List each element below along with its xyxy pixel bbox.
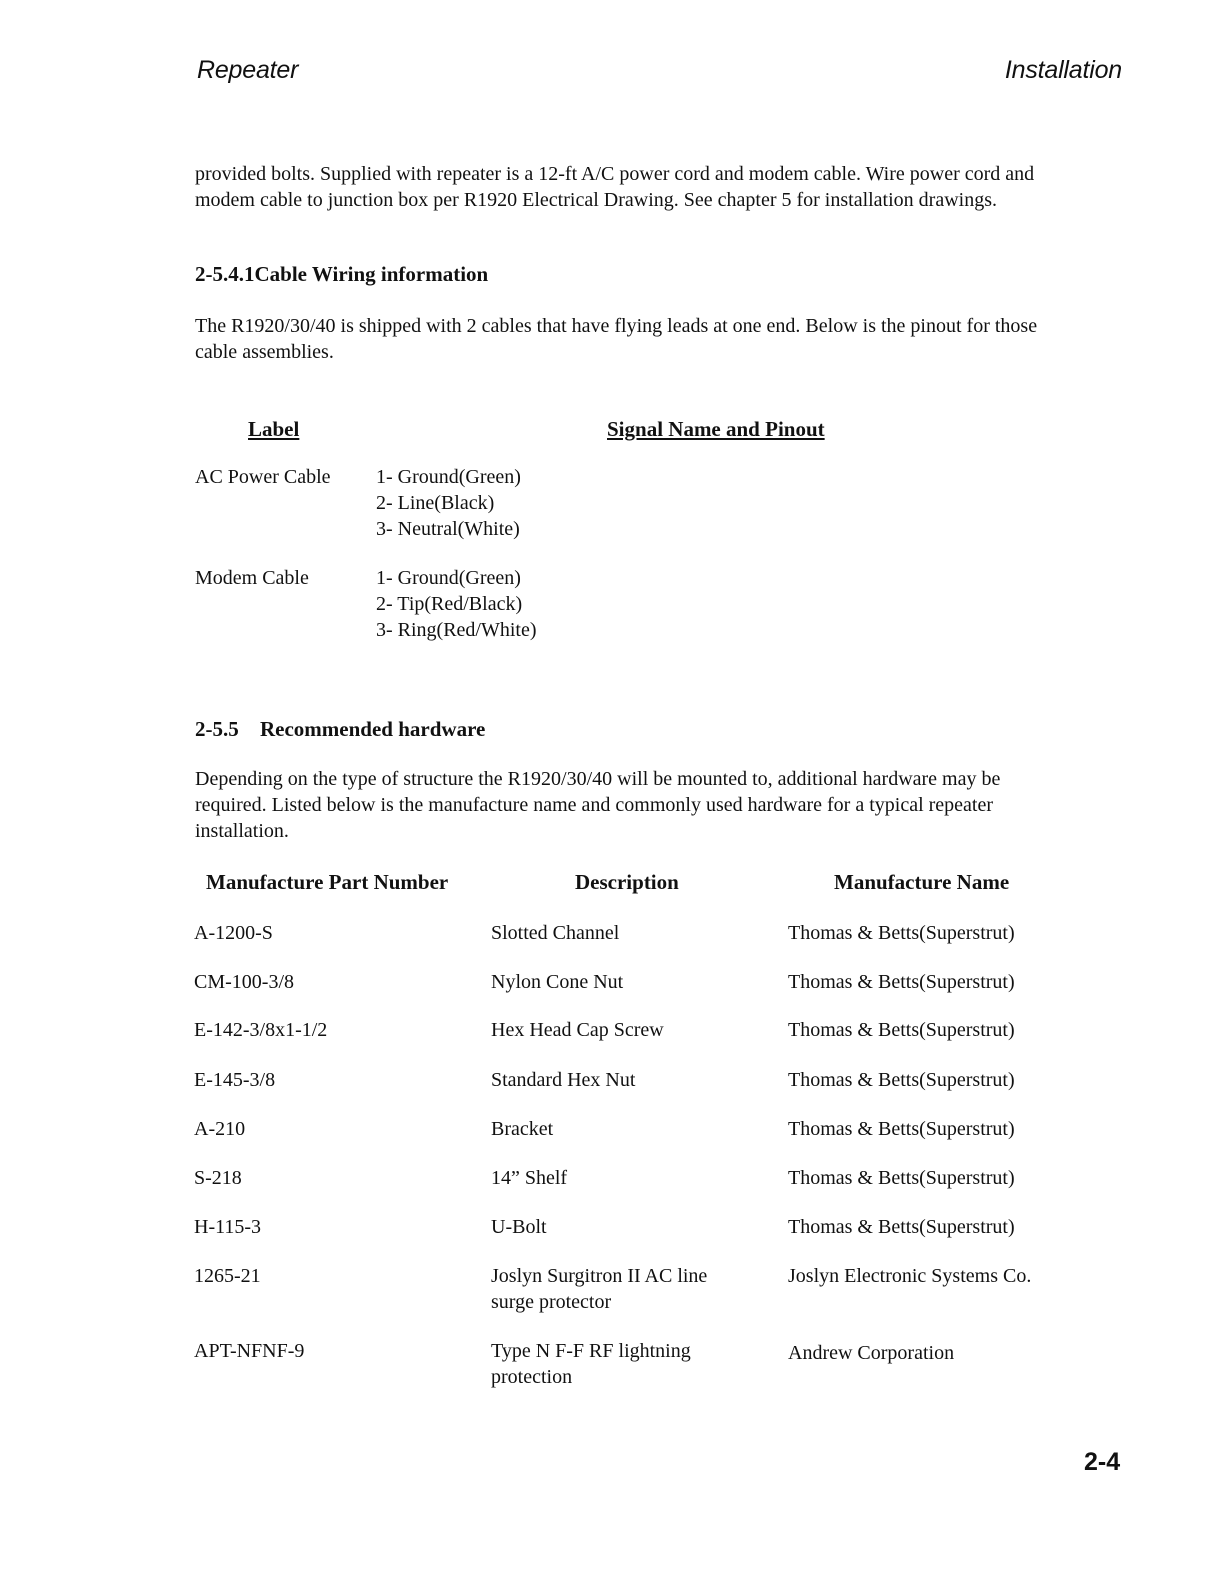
description-cell: Type N F-F RF lightning protection [491, 1340, 691, 1388]
table-row [0, 1338, 1224, 1398]
column-header-signal: Signal Name and Pinout [607, 417, 825, 441]
manufacturer-cell: Thomas & Betts(Superstrut) [788, 1216, 1015, 1238]
manufacturer-cell: Thomas & Betts(Superstrut) [788, 971, 1015, 993]
description-cell: Joslyn Surgitron II AC line surge protector [491, 1265, 708, 1313]
page-number: 2-4 [1084, 1448, 1121, 1476]
manufacturer-cell: Thomas & Betts(Superstrut) [788, 1167, 1015, 1189]
section-number: 2-5.4.1 [195, 262, 255, 286]
cable-pinout [376, 464, 521, 542]
table-header-manufacture-name: Manufacture Name [834, 870, 1010, 894]
cable-paragraph: The R1920/30/40 is shipped with 2 cables that have flying leads at one end. Below is the pinout for those cable assemblies. [195, 315, 1038, 363]
part-number-cell: S-218 [194, 1167, 242, 1189]
column-header-label: Label [248, 417, 300, 441]
description-cell: Nylon Cone Nut [491, 971, 624, 993]
table-header-part-number: Manufacture Part Number [206, 870, 449, 894]
pin-line: 2- Tip(Red/Black) [376, 593, 523, 615]
section-title: Recommended hardware [260, 717, 486, 741]
running-header-right: Installation [1004, 56, 1122, 84]
description-cell: Bracket [491, 1118, 554, 1140]
hardware-paragraph: Depending on the type of structure the R1920/30/40 will be mounted to, additional hardware may be required. Listed below is the manufacture name and commonly used hardware for a typical repeater installation. [195, 768, 1001, 842]
section-number: 2-5.5 [195, 717, 239, 741]
description-cell: Hex Head Cap Screw [491, 1019, 664, 1041]
part-number-cell: A-1200-S [194, 922, 273, 944]
description-cell: Standard Hex Nut [491, 1069, 636, 1091]
pin-line: 3- Ring(Red/White) [376, 619, 537, 641]
manufacturer-cell: Joslyn Electronic Systems Co. [788, 1265, 1032, 1287]
description-cell: U-Bolt [491, 1216, 547, 1238]
manufacturer-cell: Andrew Corporation [788, 1342, 955, 1364]
running-header-left: Repeater [197, 56, 299, 84]
table-row [0, 1263, 1224, 1323]
part-number-cell: H-115-3 [194, 1216, 262, 1238]
pin-line: 3- Neutral(White) [376, 518, 520, 540]
section-heading-cable-wiring [195, 262, 488, 287]
section-heading-recommended-hardware [195, 717, 485, 742]
table-header-description: Description [575, 870, 679, 894]
pin-line: 1- Ground(Green) [376, 567, 521, 589]
part-number-cell: E-145-3/8 [194, 1069, 276, 1091]
manufacturer-cell: Thomas & Betts(Superstrut) [788, 1019, 1015, 1041]
manufacturer-cell: Thomas & Betts(Superstrut) [788, 1118, 1015, 1140]
part-number-cell: 1265-21 [194, 1265, 261, 1287]
manufacturer-cell: Thomas & Betts(Superstrut) [788, 922, 1015, 944]
part-number-cell: A-210 [194, 1118, 246, 1140]
manufacturer-cell: Thomas & Betts(Superstrut) [788, 1069, 1015, 1091]
cable-pinout [376, 565, 537, 643]
pin-line: 1- Ground(Green) [376, 466, 521, 488]
description-cell: Slotted Channel [491, 922, 620, 944]
part-number-cell: CM-100-3/8 [194, 971, 294, 993]
intro-paragraph: provided bolts. Supplied with repeater is a 12-ft A/C power cord and modem cable. Wire power cord and modem cable to junction box per R1920 Electrical Drawing. See chapter 5 for installation drawings. [195, 163, 1035, 211]
section-title: Cable Wiring information [254, 262, 489, 286]
part-number-cell: E-142-3/8x1-1/2 [194, 1019, 328, 1041]
part-number-cell: APT-NFNF-9 [194, 1340, 305, 1362]
cable-label: Modem Cable [195, 567, 309, 589]
description-cell: 14” Shelf [491, 1167, 568, 1189]
pin-line: 2- Line(Black) [376, 492, 495, 514]
cable-label: AC Power Cable [195, 466, 331, 488]
